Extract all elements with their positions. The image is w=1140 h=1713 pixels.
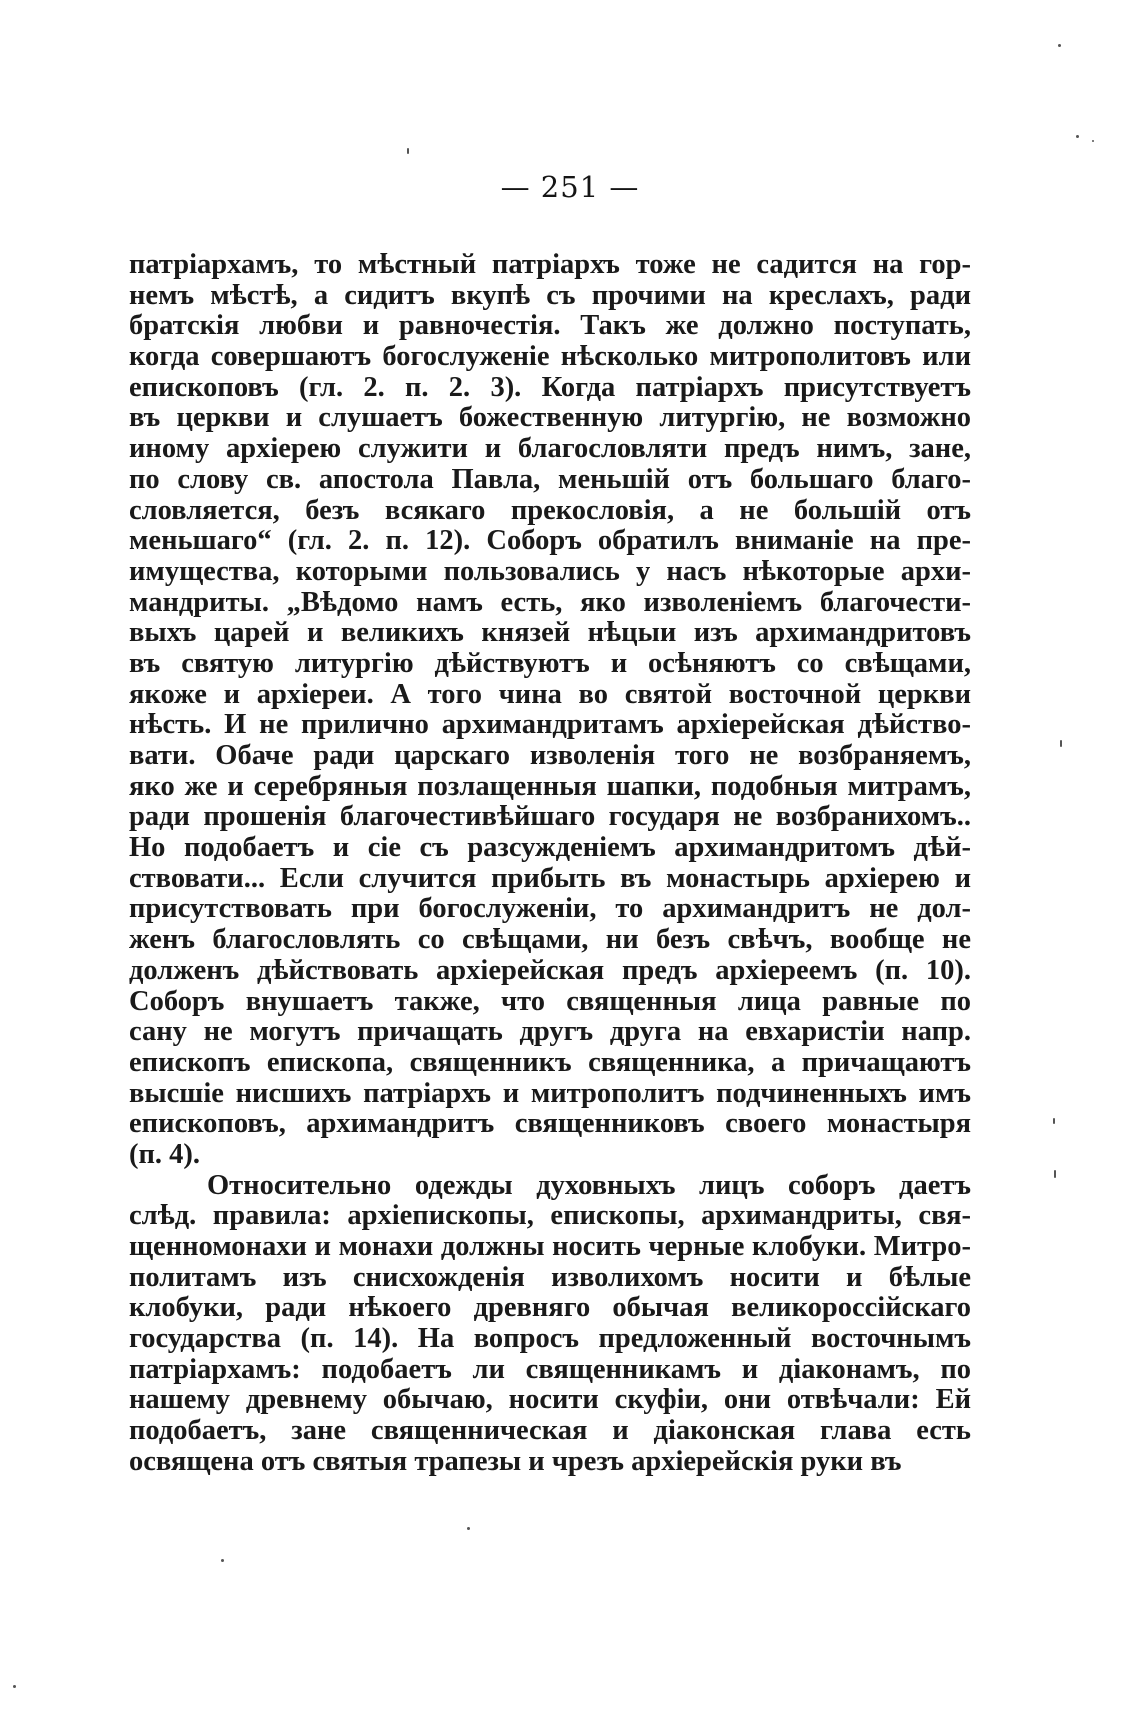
text-line: имущества, которыми пользовались у насъ нѣкоторые архи-: [129, 555, 971, 587]
scan-speck: [1053, 1118, 1055, 1124]
text-line: Соборъ внушаетъ также, что священныя лица равные по: [129, 985, 971, 1017]
text-line: нѣсть. И не прилично архимандритамъ архіерейская дѣйство-: [129, 709, 971, 741]
text-line: Относительно одежды духовныхъ лицъ соборъ даетъ: [207, 1169, 971, 1201]
text-line: словляется, безъ всякаго прекословія, а не большій отъ: [129, 494, 971, 526]
text-line: (п. 4).: [129, 1138, 201, 1170]
text-line: государства (п. 14). На вопросъ предложенный восточнымъ: [129, 1323, 971, 1355]
text-line: патріархамъ: подобаетъ ли священникамъ и діаконамъ, по: [129, 1353, 971, 1385]
text-line: немъ мѣстѣ, а сидитъ вкупѣ съ прочими на креслахъ, ради: [129, 279, 971, 311]
text-line: ради прошенія благочестивѣйшаго государя не возбранихомъ..: [129, 801, 971, 833]
scan-speck: [13, 1685, 16, 1688]
scan-speck: [1092, 140, 1094, 142]
text-line: подобаетъ, зане священническая и діаконская глава есть: [129, 1415, 971, 1447]
text-line: щенномонахи и монахи должны носить черные клобуки. Митро-: [129, 1231, 971, 1262]
text-line: епископъ епископа, священникъ священника, а причащаютъ: [129, 1046, 971, 1078]
text-line: вати. Обаче ради царскаго изволенія того не возбраняемъ,: [129, 740, 971, 771]
text-line: яко же и серебряныя позлащенныя шапки, подобныя митрамъ,: [129, 770, 971, 802]
text-line: Но подобаетъ и сіе съ разсужденіемъ архимандритомъ дѣй-: [129, 832, 971, 864]
text-line: женъ благословлять со свѣщами, ни безъ свѣчъ, вообще не: [129, 924, 971, 956]
text-line: высшіе нисшихъ патріархъ и митрополитъ подчиненныхъ имъ: [129, 1077, 971, 1109]
scan-speck: [467, 1527, 470, 1530]
text-line: меньшаго“ (гл. 2. п. 12). Соборъ обратилъ вниманіе на пре-: [129, 525, 971, 557]
text-line: долженъ дѣйствовать архіерейская предъ архіереемъ (п. 10).: [129, 954, 971, 986]
text-line: когда совершаютъ богослуженіе нѣсколько митрополитовъ или: [129, 341, 971, 373]
text-line: епископовъ, архимандритъ священниковъ своего монастыря: [129, 1108, 971, 1140]
scan-speck: [407, 148, 409, 154]
text-line: освящена отъ святыя трапезы и чрезъ архіерейскія руки въ: [129, 1445, 902, 1477]
text-line: патріархамъ, то мѣстный патріархъ тоже не садится на гор-: [129, 249, 971, 280]
scan-speck: [1058, 44, 1061, 47]
text-line: слѣд. правила: архіепископы, епископы, архимандриты, свя-: [129, 1200, 971, 1232]
text-line: клобуки, ради нѣкоего древняго обычая великороссійскаго: [129, 1292, 971, 1324]
page-number: — 251 —: [500, 170, 640, 204]
text-line: ствовати... Если случится прибыть въ монастырь архіерею и: [129, 862, 971, 894]
text-line: политамъ изъ снисхожденія изволихомъ носити и бѣлые: [129, 1261, 971, 1293]
text-line: по слову св. апостола Павла, меньшій отъ большаго благо-: [129, 463, 971, 495]
scan-speck: [1060, 740, 1062, 747]
text-line: якоже и архіереи. А того чина во святой восточной церкви: [129, 678, 971, 710]
text-line: нашему древнему обычаю, носити скуфіи, они отвѣчали: Ей: [129, 1384, 971, 1416]
text-line: сану не могутъ причащать другъ друга на евхаристіи напр.: [129, 1016, 971, 1048]
text-line: выхъ царей и великихъ князей нѣцыи изъ архимандритовъ: [129, 617, 971, 649]
text-line: епископовъ (гл. 2. п. 2. 3). Когда патріархъ присутствуетъ: [129, 371, 971, 403]
text-line: мандриты. „Вѣдомо намъ есть, яко изволеніемъ благочести-: [129, 586, 971, 618]
text-line: присутствовать при богослуженіи, то архимандритъ не дол-: [129, 893, 971, 925]
text-line: въ святую литургію дѣйствуютъ и осѣняютъ со свѣщами,: [129, 647, 971, 679]
text-line: братскія любви и равночестія. Такъ же должно поступать,: [129, 310, 971, 342]
body-text: [129, 250, 971, 1478]
text-line: иному архіерею служити и благословляти предъ нимъ, зане,: [129, 433, 971, 465]
scan-speck: [221, 1559, 224, 1562]
scan-speck: [1076, 135, 1079, 138]
text-line: въ церкви и слушаетъ божественную литургію, не возможно: [129, 402, 971, 434]
scan-speck: [1054, 1170, 1056, 1178]
